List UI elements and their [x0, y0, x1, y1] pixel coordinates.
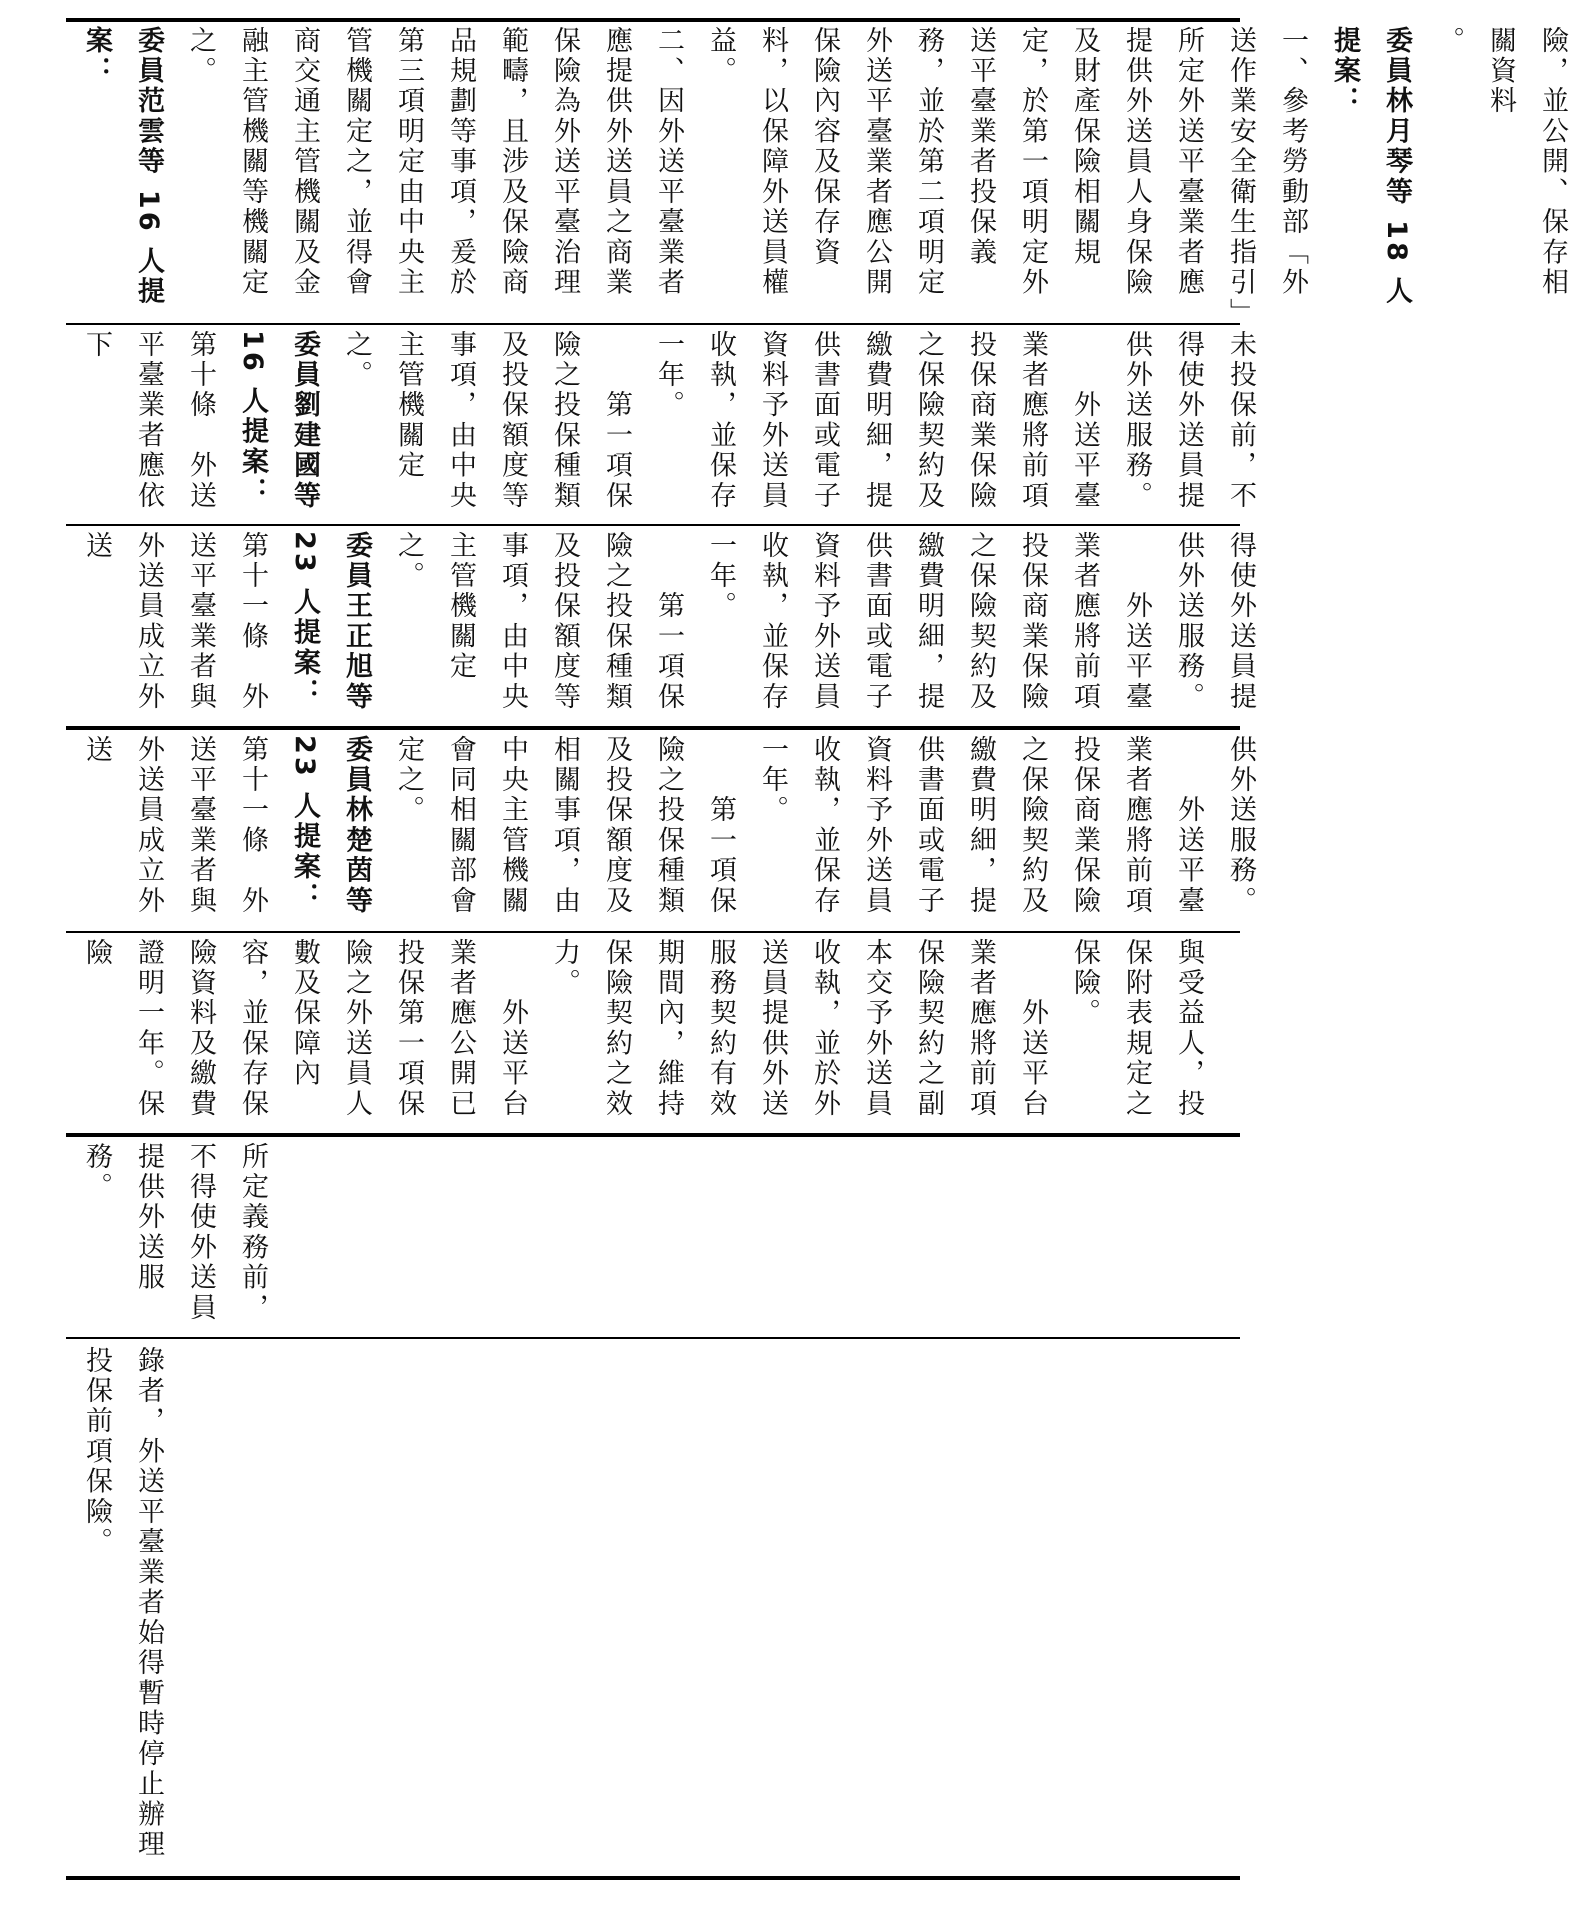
table-cell [70, 26, 1568, 318]
cell-text-run: 錄者，外送平臺業者始得暫時停止辦理投保前項保險。 [81, 1346, 164, 1861]
table-cell [70, 735, 1256, 930]
row-divider [66, 726, 1240, 730]
cell-text-run: 第十條 外送平臺業者應依下 [81, 330, 216, 512]
row-divider [66, 931, 1240, 933]
table-cell [70, 1346, 1241, 1871]
row-divider [66, 323, 1240, 325]
cell-text-run: 第十一條 外送平臺業者與外送員成立外送 [81, 531, 268, 713]
cell-text-run: 未投保前，不得使外送員提供外送服務。 外送平臺業者應將前項投保商業保險之保險契約及繳費明細，提供書面或電子資料予外送員收執，並保存一年。 第一項保險之投保種類及投保額度等事項，由中央主管機關定之。 [341, 330, 1256, 512]
cell-text [70, 1346, 174, 1871]
cell-text [70, 1142, 278, 1332]
cell-text-run: 與受益人，投保附表規定之保險。 外送平台業者應將前項保險契約之副本交予外送員收執，並於外送員提供外送服務契約有效期間內，維持保險契約之效力。 外送平台業者應公開已投保第一項保險之外送員人數及保障內容，並保存保險資料及繳費證明一年。保險 [81, 938, 1204, 1120]
cell-text-run: 一、參考勞動部「外送作業安全衛生指引」所定外送平臺業者應提供外送員人身保險及財產保險相關規定，於第一項明定外送平臺業者投保義務，並於第二項明定外送平臺業者應公開保險內容及保存資料，以保障外送員權益。 二、因外送平臺業者應提供外送員之商業保險為外送平臺治理範疇，且涉及保險商品規劃等事項，爰於第三項明定由中央主管機關定之，並得會商交通主管機關及金融主管機關等機關定之。 [185, 26, 1308, 315]
table-top-border [66, 18, 1240, 22]
cell-text-run: 第十一條 外送平臺業者與外送員成立外送 [81, 735, 268, 917]
proposer-heading: 委員林月琴等 18 人提案： [1329, 26, 1412, 308]
proposer-heading: 委員劉建國等 16 人提案： [237, 330, 320, 525]
table-cell [70, 330, 1256, 525]
table-cell [70, 1142, 1241, 1332]
cell-text-run: 所定義務前，不得使外送員提供外送服務。 [81, 1142, 268, 1324]
table-cell [70, 531, 1256, 726]
proposer-heading: 委員林楚茵等 23 人提案： [289, 735, 372, 930]
table-cell [70, 938, 1241, 1129]
cell-text-run: 得使外送員提供外送服務。 外送平臺業者應將前項投保商業保險之保險契約及繳費明細，提供書面或電子資料予外送員收執，並保存一年。 第一項保險之投保種類及投保額度等事項，由中央主管機關定之。 [393, 531, 1256, 713]
row-divider [66, 1337, 1240, 1339]
table-bottom-border [66, 1876, 1240, 1880]
proposer-heading: 委員范雲等 16 人提案： [81, 26, 164, 308]
cell-text-run: 供外送服務。 外送平臺業者應將前項投保商業保險之保險契約及繳費明細，提供書面或電子資料予外送員收執，並保存一年。 第一項保險之投保種類及投保額度及相關事項，由中央主管機關會同相關部會定之。 [393, 735, 1256, 917]
cell-text [70, 735, 1266, 930]
proposer-heading: 委員王正旭等 23 人提案： [289, 531, 372, 726]
row-divider [66, 524, 1240, 526]
cell-text [70, 531, 1266, 726]
cell-text [70, 938, 1214, 1129]
cell-text [70, 26, 1578, 318]
row-divider [66, 1133, 1240, 1137]
cell-text [70, 330, 1266, 525]
cell-text-run: 險，並公開、保存相關資料 。 [1433, 26, 1568, 299]
